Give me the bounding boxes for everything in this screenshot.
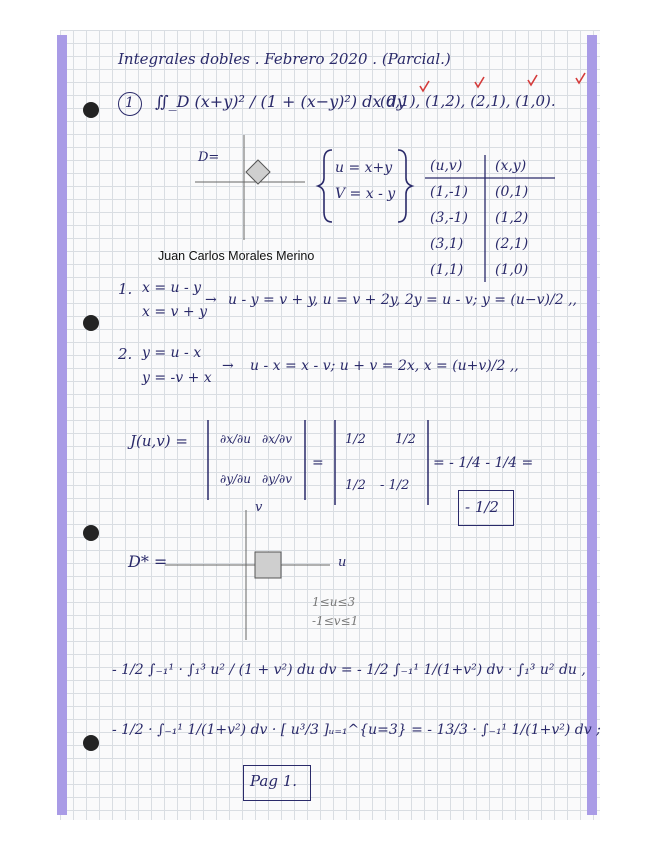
vertex-list: (0,1), (1,2), (2,1), (1,0). (380, 92, 556, 110)
integral-line1: - 1/2 ∫₋₁¹ · ∫₁³ u² / (1 + v²) du dv = - 1/2 ∫₋₁¹ 1/(1+v²) dv · ∫₁³ u² du , (112, 662, 586, 678)
jacobian-entry: ∂x/∂u (220, 432, 251, 446)
table-header-xy: (x,y) (495, 158, 527, 174)
step1-eq-b: x = v + y (142, 304, 207, 320)
author-name: Juan Carlos Morales Merino (158, 249, 315, 263)
step1-label: 1. (118, 280, 133, 298)
domain-label: D= (198, 150, 220, 165)
integral-line2: - 1/2 · ∫₋₁¹ 1/(1+v²) dv · [ u³/3 ]ᵤ₌₁^{u=3} = - 13/3 · ∫₋₁¹ 1/(1+v²) dv ; (112, 722, 601, 738)
region-label: D* = (128, 552, 168, 571)
axis-v-label: v (255, 500, 263, 515)
bounds-u: 1≤u≤3 (312, 595, 356, 609)
jacobian-value: 1/2 (345, 478, 366, 493)
table-cell: (2,1) (495, 236, 529, 252)
page-title: Integrales dobles . Febrero 2020 . (Parcial.) (118, 50, 451, 68)
table-cell: (3,1) (430, 236, 464, 252)
step2-result: u - x = x - v; u + v = 2x, x = (u+v)/2 ,, (250, 358, 519, 374)
step2-eq-a: y = u - x (142, 345, 202, 361)
page-label: Pag 1. (250, 772, 298, 790)
equals-sign: = (312, 455, 324, 471)
jacobian-value: 1/2 (345, 432, 366, 447)
table-header-uv: (u,v) (430, 158, 463, 174)
jacobian-value: - 1/2 (380, 478, 410, 493)
bounds-v: -1≤v≤1 (312, 614, 359, 628)
table-cell: (3,-1) (430, 210, 468, 226)
step1-arrow: → (205, 292, 217, 308)
table-cell: (1,1) (430, 262, 464, 278)
step2-arrow: → (222, 358, 234, 374)
step2-label: 2. (118, 345, 133, 363)
table-cell: (1,0) (495, 262, 529, 278)
jacobian-value: 1/2 (395, 432, 416, 447)
step2-eq-b: y = -v + x (142, 370, 212, 386)
main-integral: ∬_D (x+y)² / (1 + (x−y)²) dx dy (155, 92, 406, 111)
jacobian-entry: ∂y/∂v (262, 472, 293, 486)
jacobian-entry: ∂y/∂u (220, 472, 251, 486)
subst-v: V = x - y (335, 186, 396, 202)
axis-u-label: u (338, 555, 347, 570)
step1-eq-a: x = u - y (142, 280, 202, 296)
jacobian-result: = - 1/4 - 1/4 = (433, 455, 534, 471)
jacobian-label: J(u,v) = (130, 432, 188, 450)
jacobian-boxed-value: - 1/2 (465, 498, 499, 516)
jacobian-entry: ∂x/∂v (262, 432, 292, 446)
table-cell: (1,-1) (430, 184, 468, 200)
table-cell: (0,1) (495, 184, 529, 200)
problem-number: 1 (125, 95, 134, 111)
subst-u: u = x+y (335, 160, 393, 176)
table-cell: (1,2) (495, 210, 529, 226)
step1-result: u - y = v + y, u = v + 2y, 2y = u - v; y = (u−v)/2 ,, (228, 292, 577, 308)
